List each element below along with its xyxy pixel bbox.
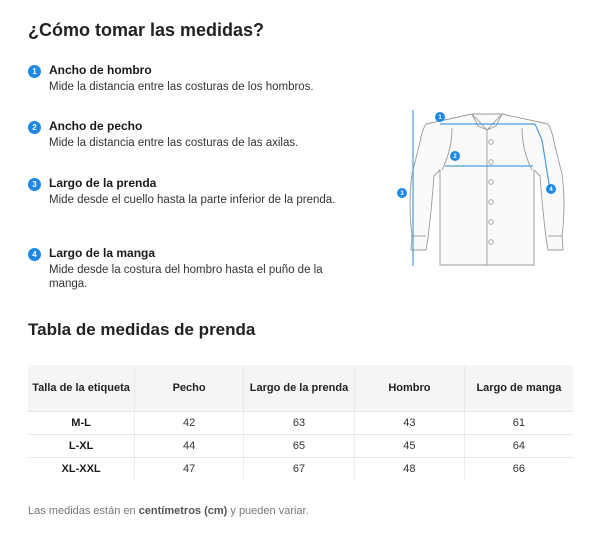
- step-number-badge: 1: [28, 65, 41, 78]
- step-title: Largo de la prenda: [49, 176, 157, 190]
- column-header: Talla de la etiqueta: [28, 365, 135, 412]
- step-garment-length: [28, 175, 348, 207]
- size-label-cell: M-L: [28, 412, 135, 435]
- page-title: ¿Cómo tomar las medidas?: [28, 20, 265, 40]
- table-cell: 63: [244, 412, 355, 435]
- step-title: Ancho de hombro: [49, 63, 152, 77]
- step-sleeve-length: [28, 245, 348, 291]
- table-cell: 65: [244, 435, 355, 458]
- step-title: Ancho de pecho: [49, 119, 143, 133]
- table-cell: 64: [464, 435, 573, 458]
- table-header-row: [28, 365, 573, 412]
- shirt-measurement-diagram: [390, 100, 565, 275]
- column-header: Largo de manga: [464, 365, 573, 412]
- table-cell: 66: [464, 458, 573, 481]
- size-label-cell: L-XL: [28, 435, 135, 458]
- note-units: centímetros (cm): [138, 505, 228, 517]
- size-table: [28, 365, 573, 480]
- step-shoulder-width: [28, 62, 348, 94]
- table-row: [28, 412, 573, 435]
- units-note: [28, 505, 309, 517]
- table-cell: 42: [135, 412, 244, 435]
- column-header: Largo de la prenda: [244, 365, 355, 412]
- step-description: Mide la distancia entre las costuras de los hombros.: [49, 81, 314, 93]
- step-number-badge: 3: [28, 178, 41, 191]
- table-cell: 43: [355, 412, 465, 435]
- table-cell: 67: [244, 458, 355, 481]
- step-description: Mide desde la costura del hombro hasta el puño de la manga.: [49, 264, 323, 290]
- table-cell: 61: [464, 412, 573, 435]
- step-title: Largo de la manga: [49, 246, 156, 260]
- table-row: [28, 435, 573, 458]
- table-cell: 45: [355, 435, 465, 458]
- step-description: Mide desde el cuello hasta la parte inferior de la prenda.: [49, 194, 336, 206]
- size-label-cell: XL-XXL: [28, 458, 135, 481]
- step-chest-width: [28, 118, 348, 150]
- marker-2-label: 2: [453, 154, 457, 161]
- table-cell: 44: [135, 435, 244, 458]
- note-text-end: y pueden variar.: [227, 505, 309, 517]
- marker-1-label: 1: [438, 115, 442, 122]
- step-number-badge: 2: [28, 121, 41, 134]
- column-header: Hombro: [355, 365, 465, 412]
- table-cell: 47: [135, 458, 244, 481]
- table-row: [28, 458, 573, 481]
- size-table-title: Tabla de medidas de prenda: [28, 320, 256, 339]
- note-text: Las medidas están en: [28, 505, 139, 517]
- step-number-badge: 4: [28, 248, 41, 261]
- step-description: Mide la distancia entre las costuras de las axilas.: [49, 137, 299, 149]
- table-cell: 48: [355, 458, 465, 481]
- marker-4-label: 4: [549, 187, 553, 194]
- marker-3-label: 3: [400, 191, 404, 198]
- column-header: Pecho: [135, 365, 244, 412]
